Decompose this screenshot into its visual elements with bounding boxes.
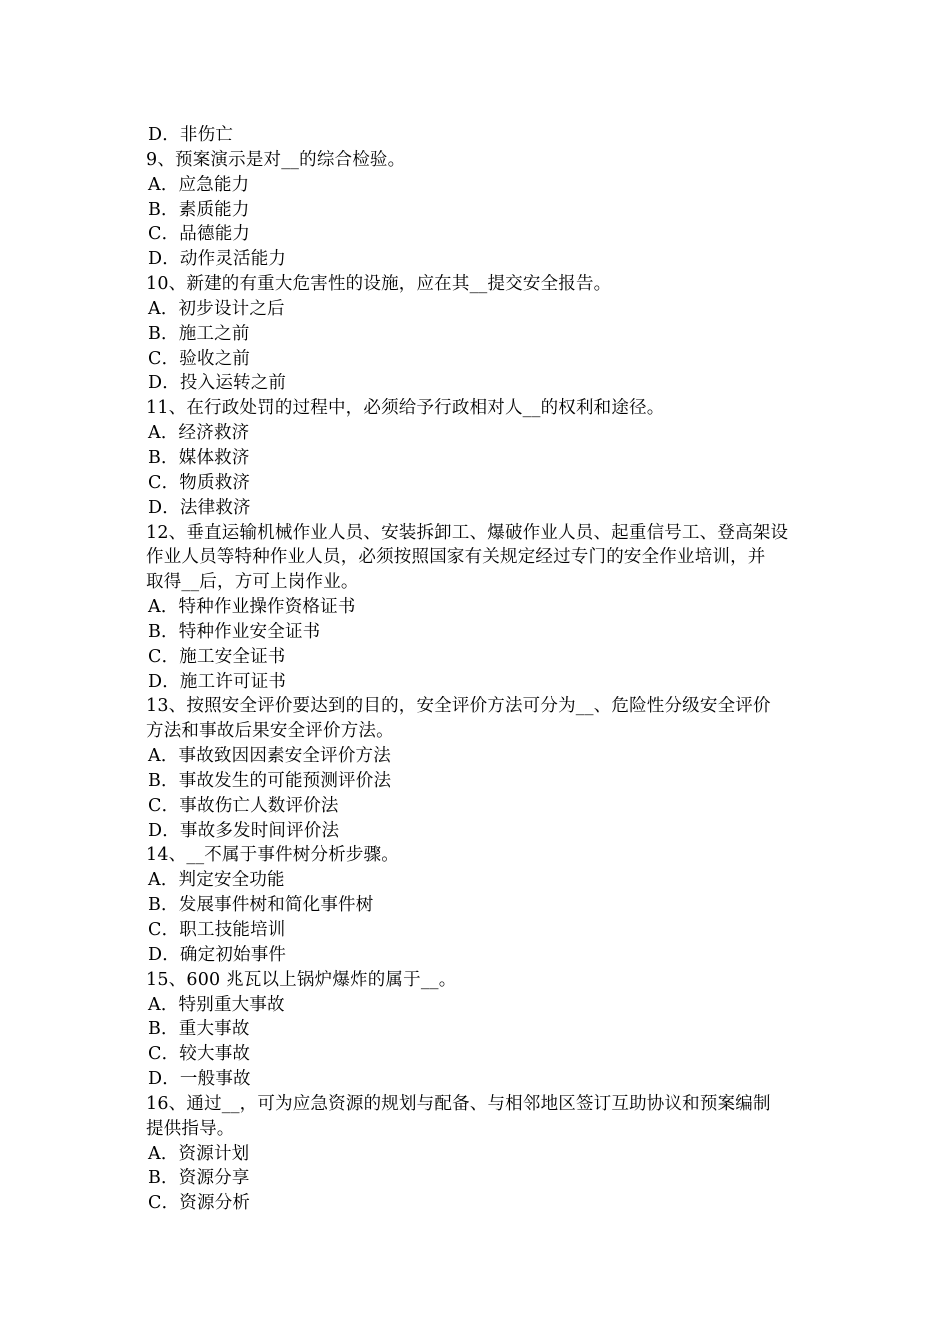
question-stem: 14、__不属于事件树分析步骤。 (146, 845, 399, 866)
option: D．事故多发时间评价法 (148, 820, 340, 841)
option: A．判定安全功能 (148, 870, 285, 891)
option: C．验收之前 (148, 348, 251, 369)
option: C．施工安全证书 (148, 646, 286, 667)
option: B．重大事故 (148, 1019, 250, 1040)
option: A．事故致因因素安全评价方法 (148, 746, 391, 767)
question-stem-line: 方法和事故后果安全评价方法。 (146, 721, 394, 742)
option: D．动作灵活能力 (148, 249, 287, 270)
option: A．资源计划 (148, 1143, 250, 1164)
option: B．资源分享 (148, 1168, 250, 1189)
question-stem-line: 12、垂直运输机械作业人员、安装拆卸工、爆破作业人员、起重信号工、登高架设 (146, 522, 789, 543)
question-stem-line: 提供指导。 (146, 1118, 235, 1139)
option: B．事故发生的可能预测评价法 (148, 770, 392, 791)
option: B．发展事件树和简化事件树 (148, 895, 374, 916)
question-stem-line: 取得__后，方可上岗作业。 (146, 572, 359, 593)
option: A．特别重大事故 (148, 994, 285, 1015)
option: A．应急能力 (148, 174, 250, 195)
option: C．资源分析 (148, 1193, 251, 1214)
option: D．施工许可证书 (148, 671, 287, 692)
option: B．施工之前 (148, 323, 250, 344)
option: A．特种作业操作资格证书 (148, 597, 356, 618)
option: D．非伤亡 (148, 125, 234, 145)
option: C．事故伤亡人数评价法 (148, 795, 339, 816)
option: C．物质救济 (148, 472, 251, 493)
question-stem-line: 13、按照安全评价要达到的目的，安全评价方法可分为__、危险性分级安全评价 (146, 696, 771, 717)
option: B．特种作业安全证书 (148, 621, 321, 642)
question-list (146, 123, 810, 1216)
question-stem-line: 作业人员等特种作业人员，必须按照国家有关规定经过专门的安全作业培训，并 (146, 547, 766, 568)
option: A．初步设计之后 (148, 298, 285, 319)
option: C．职工技能培训 (148, 920, 286, 940)
option: C．较大事故 (148, 1044, 251, 1065)
option: C．品德能力 (148, 224, 251, 245)
question-stem-line: 16、通过__，可为应急资源的规划与配备、与相邻地区签订互助协议和预案编制 (146, 1093, 771, 1114)
question-stem: 11、在行政处罚的过程中，必须给予行政相对人__的权利和途径。 (146, 398, 665, 419)
question-stem: 10、新建的有重大危害性的设施，应在其__提交安全报告。 (146, 274, 612, 295)
option: A．经济救济 (148, 423, 250, 444)
question-stem: 9、预案演示是对__的综合检验。 (146, 149, 406, 170)
option: B．素质能力 (148, 199, 250, 220)
option: D．投入运转之前 (148, 373, 287, 394)
question-stem: 15、600 兆瓦以上锅炉爆炸的属于__。 (146, 969, 457, 990)
option: B．媒体救济 (148, 447, 250, 468)
option: D．确定初始事件 (148, 944, 287, 965)
option: D．法律救济 (148, 497, 251, 518)
option: D．一般事故 (148, 1069, 251, 1090)
